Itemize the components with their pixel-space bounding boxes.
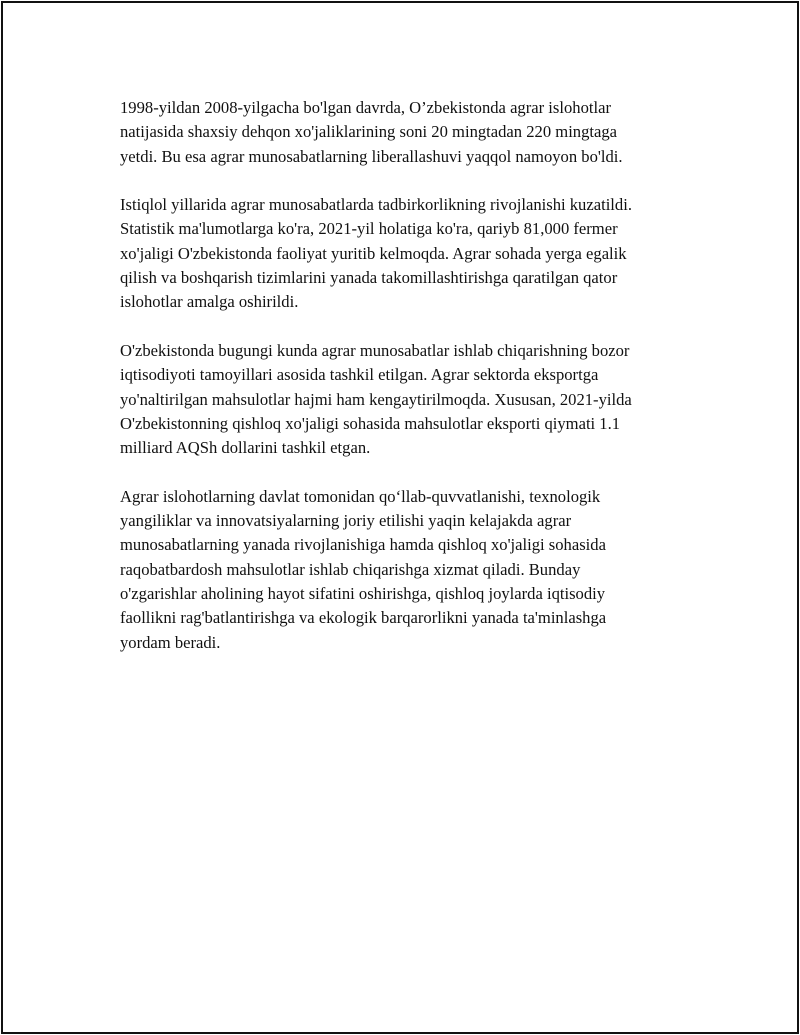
- paragraph-market-economy: O'zbekistonda bugungi kunda agrar munosabatlar ishlab chiqarishning bozor iqtisodiyoti tamoyillari asosida tashkil etilgan. Agrar sektorda eksportga yo'naltirilgan mahsulotlar hajmi ham kengaytirilmoqda. Xususan, 2021-yilda O'zbekistonning qishloq xo'jaligi sohasida mahsulotlar eksporti qiymati 1.1 milliard AQSh dollarini tashkil etgan.: [120, 340, 632, 458]
- document-body: [120, 96, 710, 679]
- paragraph-farm-growth: 1998-yildan 2008-yilgacha bo'lgan davrda, O’zbekistonda agrar islohotlar natijasida shaxsiy dehqon xo'jaliklarining soni 20 mingtadan 220 mingtaga yetdi. Bu esa agrar munosabatlarning liberallashuvi yaqqol namoyon bo'ldi.: [120, 98, 623, 166]
- paragraph-future-outlook: Agrar islohotlarning davlat tomonidan qo‘llab-quvvatlanishi, texnologik yangiliklar va innovatsiyalarning joriy etilishi yaqin kelajakda agrar munosabatlarning yanada rivojlanishiga hamda qishloq xo'jaligi sohasida raqobatbardosh mahsulotlar ishlab chiqarishga xizmat qiladi. Bunday o'zgarishlar aholining hayot sifatini oshirishga, qishloq joylarda iqtisodiy faollikni rag'batlantirishga va ekologik barqarorlikni yanada ta'minlashga yordam beradi.: [120, 486, 607, 652]
- page-frame: [1, 1, 799, 1034]
- paragraph-entrepreneurship: Istiqlol yillarida agrar munosabatlarda tadbirkorlikning rivojlanishi kuzatildi. Statistik ma'lumotlarga ko'ra, 2021-yil holatiga ko'ra, qariyb 81,000 fermer xo'jaligi O'zbekistonda faoliyat yuritib kelmoqda. Agrar sohada yerga egalik qilish va boshqarish tizimlarini yanada takomillashtirishga qaratilgan qator islohotlar amalga oshirildi.: [120, 195, 632, 312]
